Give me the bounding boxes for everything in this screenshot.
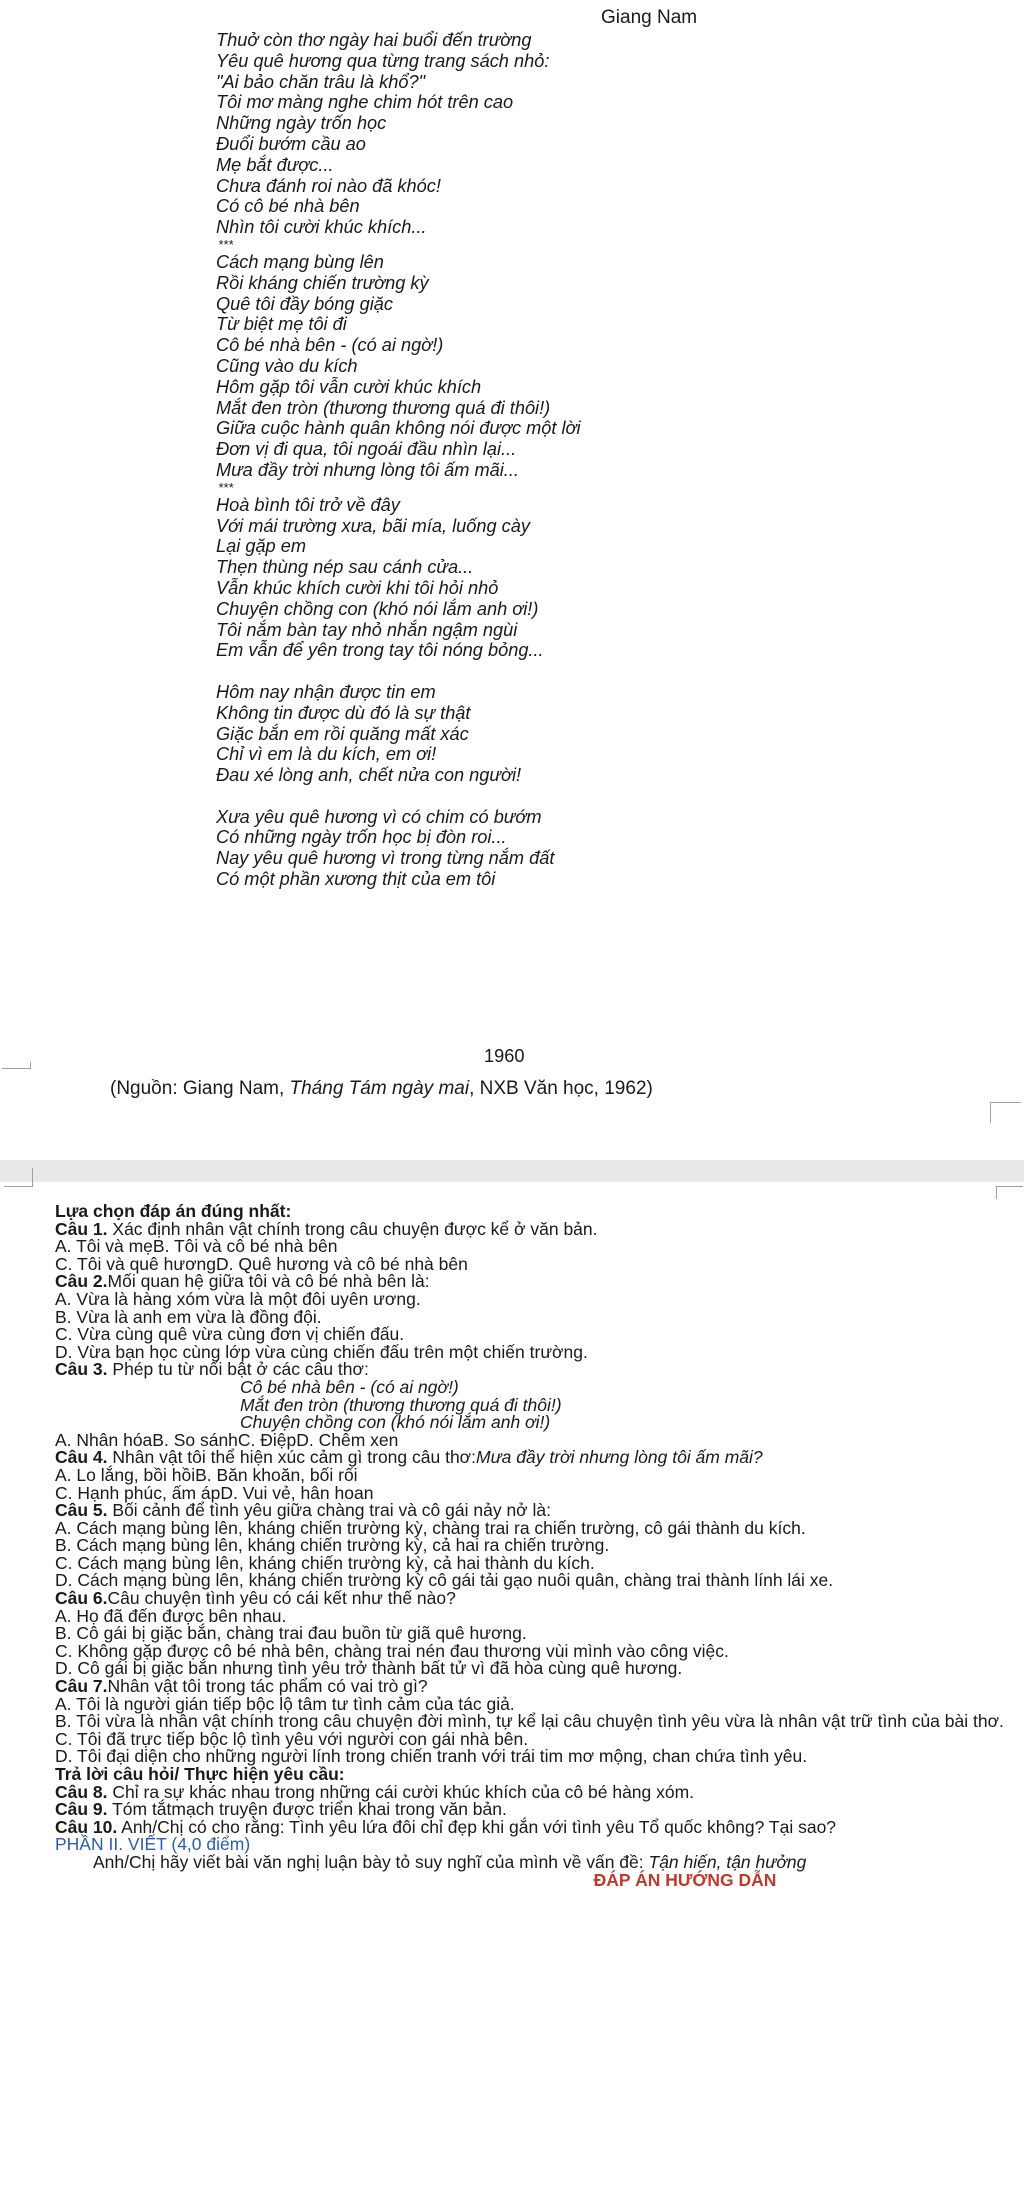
poem-line: Cách mạng bùng lên [216,251,384,272]
crop-corner-mark [990,1102,1021,1123]
answer-option: C. Vừa cùng quê vừa cùng đơn vị chiến đấu. [55,1324,405,1345]
answer-option: A. Cách mạng bùng lên, kháng chiến trường kỳ, chàng trai ra chiến trường, cô gái thành du kích. [55,1517,806,1538]
stanza-separator: *** [218,236,234,252]
question-text: Bối cảnh để tình yêu giữa chàng trai và cô gái nảy nở là: [107,1500,551,1521]
question-label: Câu 3. [55,1359,108,1380]
question-label: Câu 6. [55,1588,108,1609]
answer-option: C. Cách mạng bùng lên, kháng chiến trường kỳ, cả hai thành du kích. [55,1552,595,1573]
question-text: Xác định nhân vật chính trong câu chuyện được kể ở văn bản. [107,1218,598,1239]
question-text: Mối quan hệ giữa tôi và cô bé nhà bên là: [107,1271,430,1292]
poem-line: Lại gặp em [216,536,306,557]
poem-line: Chuyện chồng con (khó nói lắm anh ơi!) [216,598,539,619]
stanza-4 [216,682,916,786]
answer-option: B. Tôi vừa là nhân vật chính trong câu chuyện đời mình, tự kể lại câu chuyện tình yêu vừa là nhân vật trữ tình của bài thơ. [55,1711,1004,1732]
answer-option: A. Tôi là người gián tiếp bộc lộ tâm tư tình cảm của tác giả. [55,1693,515,1714]
poem-line: Mắt đen tròn (thương thương quá đi thôi!) [216,397,551,418]
answer-option: D. Cách mạng bùng lên, kháng chiến trường kỳ cô gái tải gạo nuôi quân, chàng trai thành lính lái xe. [55,1570,834,1591]
question-text: Nhân vật tôi thể hiện xúc cảm gì trong câu thơ: [107,1447,477,1468]
poem-line: Hôm gặp tôi vẫn cười khúc khích [216,376,482,397]
poem-line: Đuổi bướm cầu ao [216,133,366,154]
answer-option: A. Tôi và mẹB. Tôi và cô bé nhà bên [55,1236,338,1257]
poem-line: Có cô bé nhà bên [216,196,360,217]
author-name: Giang Nam [601,7,698,28]
poem-source [110,1078,653,1100]
answer-option: C. Hạnh phúc, ấm ápD. Vui vẻ, hân hoan [55,1482,374,1503]
poem-line: Không tin được dù đó là sự thật [216,702,471,723]
answer-option: A. Lo lắng, bồi hồiB. Băn khoăn, bối rối [55,1464,358,1485]
answer-option: B. Cô gái bị giặc bắn, chàng trai đau buồn từ giã quê hương. [55,1623,527,1644]
stanza-5 [216,807,916,890]
poem-line: Xưa yêu quê hương vì có chim có bướm [216,806,542,827]
question-label: Câu 4. [55,1447,108,1468]
stanza-gap [216,786,916,807]
answer-option: B. Vừa là anh em vừa là đồng đội. [55,1306,322,1327]
question-label: Câu 1. [55,1218,108,1239]
essay-prompt-text: Anh/Chị hãy viết bài văn nghị luận bày tỏ suy nghĩ của mình về vấn đề: [93,1851,649,1872]
question-text: Phép tu từ nổi bật ở các câu thơ: [107,1359,369,1380]
question-3 [55,1361,1015,1379]
poem-line: Thuở còn thơ ngày hai buổi đến trường [216,30,532,50]
poem-line: Những ngày trốn học [216,113,387,134]
question-7 [55,1678,1015,1696]
poem-line: Có một phần xương thịt của em tôi [216,869,496,890]
essay-topic: Tận hiến, tận hưởng [648,1851,807,1872]
part-two-heading: PHẦN II. VIẾT (4,0 điểm) [55,1834,251,1855]
question-label: Câu 5. [55,1500,108,1521]
poem-line: Đơn vị đi qua, tôi ngoái đầu nhìn lại... [216,439,517,460]
quoted-verse: Mưa đầy trời nhưng lòng tôi ấm mãi? [476,1447,763,1468]
answer-option: D. Tôi đại diện cho những người lính trong chiến tranh với trái tim mơ mộng, chan chứa tình yêu. [55,1746,808,1767]
poem-line: Rồi kháng chiến trường kỳ [216,272,429,293]
poem-line: Có những ngày trốn học bị đòn roi... [216,827,507,848]
poem-line: Với mái trường xưa, bãi mía, luống cày [216,515,530,536]
poem-line: Hoà bình tôi trở về đây [216,494,400,515]
poem-line: Yêu quê hương qua từng trang sách nhỏ: [216,50,550,71]
essay-prompt [55,1851,1015,1872]
question-label: Câu 7. [55,1676,108,1697]
question-section [55,1203,1015,1889]
question-text: Tóm tắtmạch truyện được triển khai trong văn bản. [107,1799,507,1820]
poem-line: Giữa cuộc hành quân không nói được một lời [216,418,581,439]
crop-corner-mark [4,1168,33,1187]
question-label: Câu 8. [55,1781,108,1802]
poem-line: Chỉ vì em là du kích, em ơi! [216,744,437,765]
quoted-verse: Mắt đen tròn (thương thương quá đi thôi!) [240,1394,562,1415]
answer-option: C. Tôi đã trực tiếp bộc lộ tình yêu với người con gái nhà bên. [55,1728,529,1749]
answer-option: D. Cô gái bị giặc bắn nhưng tình yêu trở thành bất tử vì đã hòa cùng quê hương. [55,1658,683,1679]
source-suffix: , NXB Văn học, 1962) [469,1078,653,1099]
poem-line: Hôm nay nhận được tin em [216,681,436,702]
poem-line: Cô bé nhà bên - (có ai ngờ!) [216,335,444,356]
poem-line: Mẹ bắt được... [216,154,334,175]
question-text: Nhân vật tôi trong tác phẩm có vai trò gì? [107,1676,428,1697]
question-text: Anh/Chị có cho rằng: Tình yêu lứa đôi chỉ đẹp khi gắn với tình yêu Tổ quốc không? Tại sao? [117,1816,837,1837]
poem-line: Nhìn tôi cười khúc khích... [216,217,427,238]
stanza-2 [216,252,916,481]
stanza-separator: *** [218,479,234,495]
poem-line: Chưa đánh roi nào đã khóc! [216,175,441,196]
poem-line: Cũng vào du kích [216,355,358,376]
question-label: Câu 9. [55,1799,108,1820]
crop-corner-mark [2,1062,31,1069]
page-gap [0,1160,1024,1182]
poem-line: "Ai bảo chăn trâu là khổ?" [216,71,426,92]
answer-option: C. Không gặp được cô bé nhà bên, chàng trai nén đau thương vùi mình vào công việc. [55,1640,729,1661]
poem-line: Nay yêu quê hương vì trong từng nắm đất [216,848,555,869]
poem-line: Đau xé lòng anh, chết nửa con người! [216,765,522,786]
question-text: Câu chuyện tình yêu có cái kết như thế nào? [107,1588,456,1609]
question-text: Chỉ ra sự khác nhau trong những cái cười khúc khích của cô bé hàng xóm. [107,1781,695,1802]
answer-option: A. Nhân hóaB. So sánhC. ĐiệpD. Chêm xen [55,1429,399,1450]
poem-line: Thẹn thùng nép sau cánh cửa... [216,557,474,578]
source-title: Tháng Tám ngày mai [289,1078,470,1099]
poem-line: Quê tôi đầy bóng giặc [216,293,393,314]
answer-option: B. Cách mạng bùng lên, kháng chiến trường kỳ, cả hai ra chiến trường. [55,1535,610,1556]
poem-year: 1960 [484,1046,525,1066]
question-label: Câu 10. [55,1816,118,1837]
quoted-verse: Chuyện chồng con (khó nói lắm anh ơi!) [240,1412,551,1433]
answer-option: D. Vừa bạn học cùng lớp vừa cùng chiến đấu trên một chiến trường. [55,1341,588,1362]
stanza-gap [216,661,916,682]
answer-option: A. Họ đã đến được bên nhau. [55,1605,287,1626]
poem-line: Em vẫn để yên trong tay tôi nóng bỏng... [216,640,544,661]
question-label: Câu 2. [55,1271,108,1292]
answer-key-heading: ĐÁP ÁN HƯỚNG DẪN [593,1869,777,1890]
poem-body [216,30,916,890]
poem-line: Vẫn khúc khích cười khi tôi hỏi nhỏ [216,577,499,598]
section-heading: Lựa chọn đáp án đúng nhất: [55,1201,292,1221]
stanza-1 [216,30,916,238]
poem-line: Tôi mơ màng nghe chim hót trên cao [216,92,514,113]
section-heading: Trả lời câu hỏi/ Thực hiện yêu cầu: [55,1764,345,1784]
poem-line: Giặc bắn em rồi quăng mất xác [216,723,469,744]
poem-line: Mưa đầy trời nhưng lòng tôi ấm mãi... [216,459,519,480]
poem-line: Tôi nắm bàn tay nhỏ nhắn ngậm ngùi [216,619,518,640]
quoted-verse: Cô bé nhà bên - (có ai ngờ!) [240,1376,459,1397]
crop-corner-mark [996,1186,1023,1199]
source-prefix: (Nguồn: Giang Nam, [110,1078,290,1099]
answer-option: A. Vừa là hàng xóm vừa là một đôi uyên ương. [55,1288,421,1309]
stanza-3 [216,495,916,661]
poem-line: Từ biệt mẹ tôi đi [216,314,347,335]
answer-option: C. Tôi và quê hươngD. Quê hương và cô bé nhà bên [55,1253,468,1274]
